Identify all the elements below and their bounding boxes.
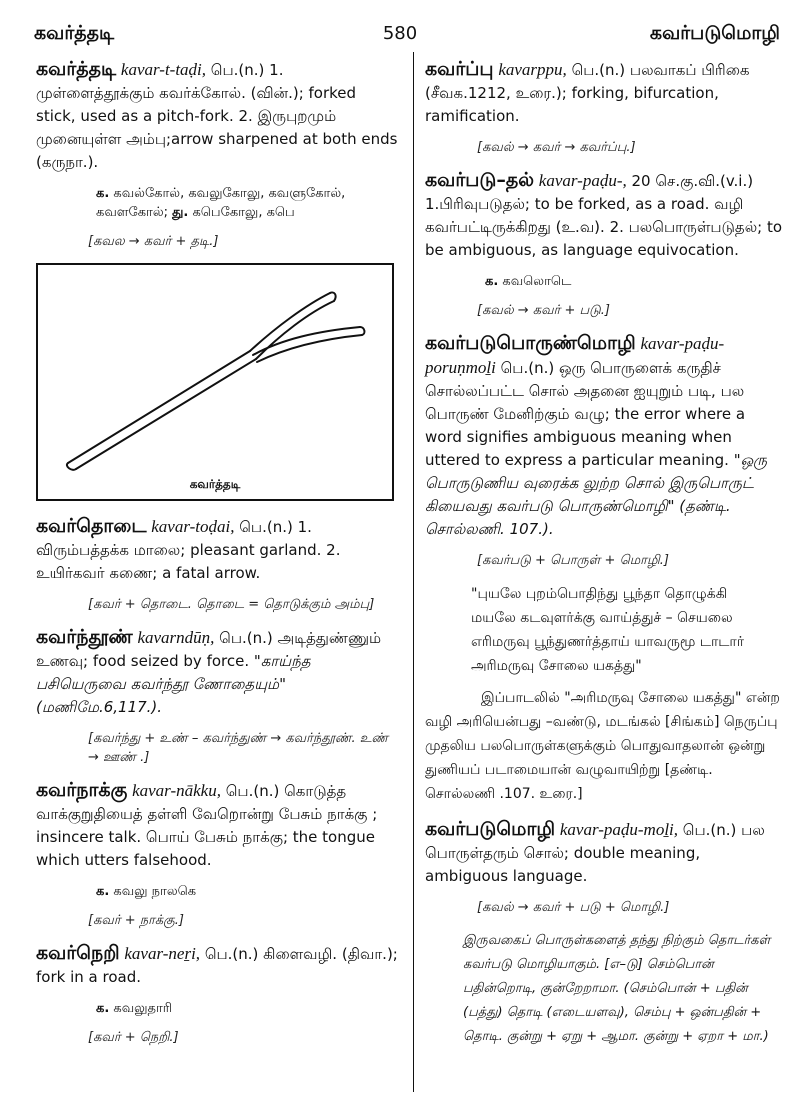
definition: பெ.(n.) கொடுத்த வாக்குறுதியைத் தள்ளி வேறொன்று பேசும் நாக்கு ; insincere talk. பொய் பேசும் நாக்கு; the tongue which utters falsehood. <box>36 782 378 869</box>
quotation: "ஒரு பொருடுணிய வுரைக்க லுற்ற சொல் இருபொருட் கியைவது கவர்படு பொருண்மொழி" (தண்டி. சொல்லணி. 107.). <box>425 451 768 538</box>
language-label: க. <box>96 884 110 899</box>
cognate-text: கவலு நாலகெ <box>109 884 197 899</box>
definition: பெ.(n.) பல பொருள்தரும் சொல்; double meaning, ambiguous language. <box>425 821 765 885</box>
transliteration: kavar-paḍu-, <box>538 171 627 190</box>
usage-note: இருவகைப் பொருள்களைத் தந்து நிற்கும் தொடர்கள் கவர்படு மொழியாகும். [எ–டு] செம்பொன் பதின்றொடி, குன்றேறாமா. (செம்பொன் + பதின் (பத்து) தொடி (எடையளவு), செம்பு + ஒன்பதின் + தொடி. குன்று + ஏறு + ஆமா. குன்று + ஏறா + மா.) <box>463 933 771 1044</box>
definition: பெ.(n.) 1. விரும்பத்தக்க மாலை; pleasant garland. 2. உயிர்கவர் கணை; a fatal arrow. <box>36 518 341 582</box>
column-divider <box>413 52 414 1092</box>
definition: 20 செ.கு.வி.(v.i.) 1.பிரிவுபடுதல்; to be forked, as a road. வழி கவர்பட்டிருக்கிறது (உ.வ). 2. பலபொருள்படுதல்; to be ambiguous, as language equivocation. <box>425 172 783 259</box>
language-label: க. <box>96 186 110 201</box>
cognate-text: கபெகோலு, கபெ <box>188 205 295 220</box>
etymology: [கவர் + தொடை. தொடை = தொடுக்கும் அம்பு] <box>88 597 375 612</box>
dictionary-entry <box>425 818 786 888</box>
etymology: [கவர் + நெறி.] <box>88 1030 179 1045</box>
quotation: "காய்ந்த பசியெருவை கவர்ந்தூ ணோதையும்" (மணிமே.6,117.). <box>36 652 311 716</box>
transliteration: kavarndūṇ, <box>137 628 215 647</box>
headword: கவர்படுமொழி <box>425 818 556 840</box>
language-label: து. <box>172 205 189 220</box>
transliteration: kavar-paḍu-poruṇmoḻi <box>425 334 725 377</box>
etymology: [கவர்படு + பொருள் + மொழி.] <box>477 553 669 568</box>
dictionary-entry <box>36 515 398 585</box>
right-column <box>425 58 786 1049</box>
definition: பெ.(n.) ஒரு பொருளைக் கருதிச் சொல்லப்பட்ட சொல் அதனை ஐயுறும் படி, பல பொருண் மேனிற்கும் வழு; the error where a word signifies ambiguous meaning when uttered to express a particular meaning. <box>425 359 746 469</box>
headword: கவர்ப்பு <box>425 58 494 80</box>
language-label: க. <box>96 1001 110 1016</box>
headword: கவர்நாக்கு <box>36 779 128 801</box>
language-label: க. <box>485 274 499 289</box>
headword: கவர்த்தடி <box>36 58 117 80</box>
headword: கவர்நெறி <box>36 942 120 964</box>
transliteration: kavar-nākku, <box>132 781 221 800</box>
transliteration: kavar-toḍai, <box>151 517 235 536</box>
dictionary-entry <box>425 169 786 262</box>
verse-quotation <box>471 582 786 678</box>
transliteration: kavar-t-taḍi, <box>120 60 207 79</box>
etymology: [கவல → கவர் + தடி.] <box>88 234 219 249</box>
running-head-left: கவர்த்தடி <box>34 22 115 44</box>
transliteration: kavar-neṟi, <box>124 944 201 963</box>
verse-line: எரிமருவு பூந்துணர்த்தாய் யாவருமூ டாடார் <box>471 634 745 650</box>
dictionary-entry <box>425 58 786 128</box>
etymology: [கவல் → கவர் + படு.] <box>477 303 610 318</box>
headword: கவர்தொடை <box>36 515 147 537</box>
etymology: [கவர் + நாக்கு.] <box>88 913 184 928</box>
figure-caption: கவர்த்தடி <box>189 477 241 491</box>
commentary: இப்பாடலில் "அரிமருவு சோலை யகத்து" என்ற வழி அரியென்பது –வண்டு, மடங்கல் [சிங்கம்] நெருப்பு முதலிய பலபொருள்களுக்கும் பொதுவாதலான் ஒன்று துணியப் படாமையான் வழுவாயிற்று [தண்டி. சொல்லணி .107. உரை.] <box>425 690 780 802</box>
verse-line: அரிமருவு சோலை யகத்து" <box>471 658 642 674</box>
figure-forked-stick <box>36 263 394 501</box>
running-head-right: கவர்படுமொழி <box>649 22 780 44</box>
dictionary-entry <box>36 626 398 719</box>
transliteration: kavarppu, <box>498 60 567 79</box>
forked-stick-illustration <box>38 265 392 499</box>
definition: பெ.(n.) அடித்துண்ணும் உணவு; food seized by force. <box>36 629 382 670</box>
cognates <box>96 882 398 901</box>
cognates <box>485 272 786 291</box>
page-header <box>0 0 800 52</box>
dictionary-entry <box>36 779 398 872</box>
etymology: [கவல் → கவர் + படு + மொழி.] <box>477 900 670 915</box>
dictionary-entry <box>36 58 398 174</box>
cognates <box>96 999 398 1018</box>
cognate-text: கவல்கோல், கவலுகோலு, கவளுகோல், கவளகோல்; <box>96 186 346 220</box>
verse-line: மயலே கடவுளர்க்கு வாய்த்துச் – செயலை <box>471 610 733 626</box>
dictionary-entry <box>425 332 786 541</box>
cognate-text: கவலுதாரி <box>109 1001 173 1016</box>
definition: பெ.(n.) பலவாகப் பிரிகை (சீவக.1212, உரை.); forking, bifurcation, ramification. <box>425 61 750 125</box>
transliteration: kavar-paḍu-moḻi, <box>559 820 679 839</box>
headword: கவர்படு–தல் <box>425 169 535 191</box>
definition: பெ.(n.) 1. முள்ளைத்தூக்கும் கவர்க்கோல். (வின்.); forked stick, used as a pitch-fork. 2. இருபுறமும் முனையுள்ள அம்பு;arrow sharpened at both ends (கருநா.). <box>36 61 398 171</box>
cognate-text: கவலொடெ <box>498 274 572 289</box>
left-column <box>36 58 398 1059</box>
etymology: [கவர்ந்து + உண் – கவர்ந்துண் → கவர்ந்தூண். உண் → ஊண் .] <box>88 731 389 765</box>
definition: பெ.(n.) கிளைவழி. (திவா.); fork in a road. <box>36 945 398 986</box>
etymology: [கவல் → கவர் → கவர்ப்பு.] <box>477 140 636 155</box>
cognates <box>96 184 398 222</box>
headword: கவர்படுபொருண்மொழி <box>425 332 636 354</box>
headword: கவர்ந்தூண் <box>36 626 133 648</box>
dictionary-entry <box>36 942 398 989</box>
page-number: 580 <box>382 23 418 44</box>
verse-line: "புயலே புறம்பொதிந்து பூந்தா தொழுக்கி <box>471 586 728 602</box>
